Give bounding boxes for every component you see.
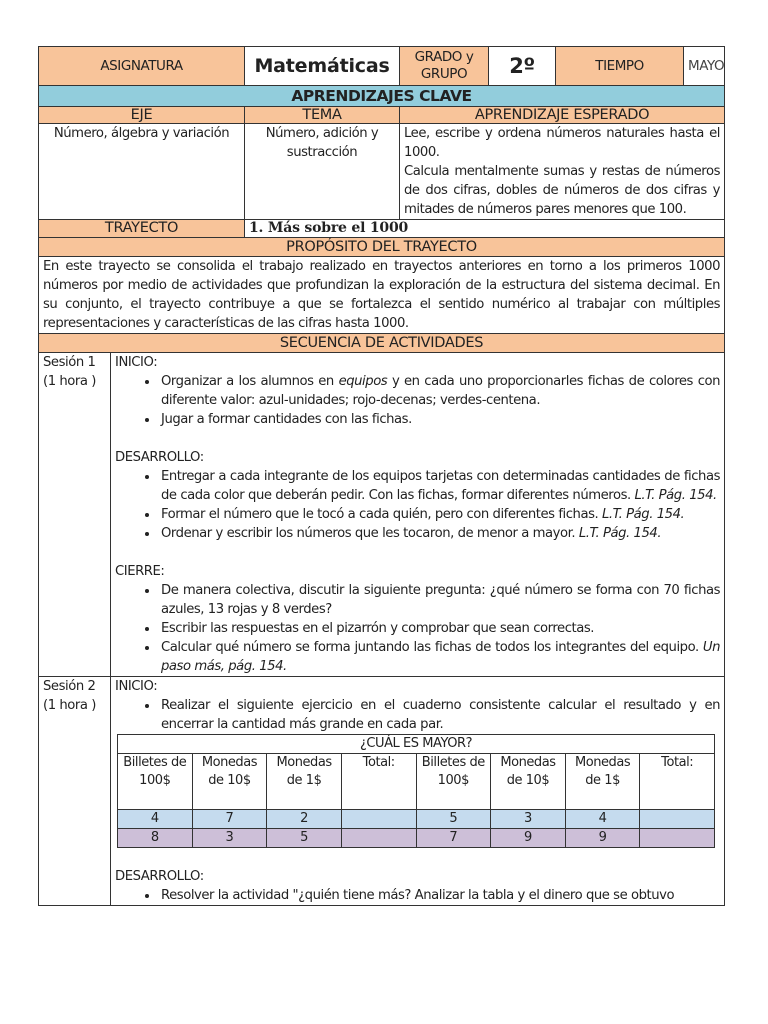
- list-item: • Ordenar y escribir los números que les tocaron, de menor a mayor. L.T. Pág. 154.: [159, 524, 720, 543]
- subject-value: Matemáticas: [245, 47, 400, 86]
- table-cell: 3: [192, 829, 267, 848]
- s2-desarrollo-label: DESARROLLO:: [115, 869, 204, 884]
- s1-cierre-label: CIERRE:: [115, 564, 165, 579]
- table-row: [118, 829, 715, 848]
- grade-value: 2º: [489, 47, 556, 86]
- s2-inicio-list: [115, 696, 720, 734]
- list-item: • Escribir las respuestas en el pizarrón y comprobar que sean correctas.: [159, 619, 720, 638]
- inner-header-cell: Total:: [640, 754, 715, 810]
- list-item: • Calcular qué número se forma juntando las fichas de todos los integrantes del equipo. Un paso más, pág. 154.: [159, 638, 720, 676]
- col-tema: TEMA: [245, 107, 400, 124]
- inner-header-cell: Monedas de 1$: [565, 754, 640, 810]
- secuencia-title-row: [39, 334, 725, 353]
- aprendizaje-2: Calcula mentalmente sumas y restas de números de dos cifras, dobles de números de dos cifras y mitades de números pares menores que 100.: [404, 164, 721, 217]
- session-1-row: [39, 353, 725, 677]
- time-value: MAYO: [684, 47, 725, 86]
- table-row: [118, 810, 715, 829]
- inner-header-cell: Billetes de 100$: [416, 754, 491, 810]
- eje-value: Número, álgebra y variación: [39, 124, 245, 220]
- inner-header-cell: Monedas de 10$: [491, 754, 566, 810]
- list-item: • Realizar el siguiente ejercicio en el cuaderno consistente calcular el resultado y en encerrar la cantidad más grande en cada par.: [159, 696, 720, 734]
- aprendizaje-1: Lee, escribe y ordena números naturales hasta el 1000.: [404, 126, 721, 160]
- trayecto-row: [39, 220, 725, 238]
- session-1-label: Sesión 1 (1 hora ): [39, 353, 111, 677]
- s1-inicio-list: [115, 372, 720, 429]
- session-2-content: [111, 677, 725, 906]
- subject-label: ASIGNATURA: [39, 47, 245, 86]
- proposito-text: En este trayecto se consolida el trabajo realizado en trayectos anteriores en torno a los primeros 1000 números por medio de actividades que profundizan la exploración de la estructura del sistema decimal. En su conjunto, el trayecto contribuye a que se fortalezca el sentido numérico al trabajar con múltiples representaciones y características de las cifras hasta 1000.: [39, 257, 725, 334]
- proposito-text-row: [39, 257, 725, 334]
- table-cell: 2: [267, 810, 342, 829]
- s1-cierre-list: [115, 581, 720, 676]
- session-1-content: [111, 353, 725, 677]
- proposito-title: PROPÓSITO DEL TRAYECTO: [39, 238, 725, 257]
- lesson-plan-document: [38, 46, 724, 906]
- inner-header-cell: Billetes de 100$: [118, 754, 193, 810]
- table-cell: [341, 829, 416, 848]
- key-learning-title: APRENDIZAJES CLAVE: [39, 86, 725, 107]
- trayecto-value: 1. Más sobre el 1000: [245, 220, 725, 238]
- table-cell: [640, 829, 715, 848]
- s1-desarrollo-label: DESARROLLO:: [115, 450, 204, 465]
- list-item: • Resolver la actividad "¿quién tiene más? Analizar la tabla y el dinero que se obtuvo: [159, 886, 720, 905]
- inner-header-cell: Monedas de 1$: [267, 754, 342, 810]
- s2-inicio-label: INICIO:: [115, 679, 158, 694]
- trayecto-label: TRAYECTO: [39, 220, 245, 238]
- lesson-plan-table: [38, 46, 725, 906]
- list-item: • Entregar a cada integrante de los equipos tarjetas con determinadas cantidades de fichas de cada color que deberán pedir. Con las fichas, formar diferentes números. L.T. Pág. 154.: [159, 467, 720, 505]
- table-cell: 9: [491, 829, 566, 848]
- col-eje: EJE: [39, 107, 245, 124]
- list-item: • Jugar a formar cantidades con las fichas.: [159, 410, 720, 429]
- key-learning-title-row: [39, 86, 725, 107]
- table-cell: 5: [416, 810, 491, 829]
- table-cell: 4: [565, 810, 640, 829]
- s1-inicio-label: INICIO:: [115, 355, 158, 370]
- list-item: • Organizar a los alumnos en equipos y en cada uno proporcionarles fichas de colores con diferente valor: azul-unidades; rojo-decenas; verdes-centena.: [159, 372, 720, 410]
- table-cell: 5: [267, 829, 342, 848]
- s1-desarrollo-list: [115, 467, 720, 543]
- inner-table-title: ¿CUÁL ES MAYOR?: [118, 735, 715, 754]
- col-aprendizaje: APRENDIZAJE ESPERADO: [400, 107, 725, 124]
- secuencia-title: SECUENCIA DE ACTIVIDADES: [39, 334, 725, 353]
- inner-header-cell: Monedas de 10$: [192, 754, 267, 810]
- table-cell: 3: [491, 810, 566, 829]
- session-2-row: [39, 677, 725, 906]
- time-label: TIEMPO: [556, 47, 684, 86]
- key-learning-content: [39, 124, 725, 220]
- key-learning-headers: [39, 107, 725, 124]
- session-2-label: Sesión 2 (1 hora ): [39, 677, 111, 906]
- table-cell: 7: [416, 829, 491, 848]
- inner-table-header: [118, 754, 715, 810]
- list-item: • Formar el número que le tocó a cada quién, pero con diferentes fichas. L.T. Pág. 154.: [159, 505, 720, 524]
- s2-desarrollo-list: [115, 886, 720, 905]
- proposito-title-row: [39, 238, 725, 257]
- list-item: • De manera colectiva, discutir la siguiente pregunta: ¿qué número se forma con 70 fichas azules, 13 rojas y 8 verdes?: [159, 581, 720, 619]
- header-row: [39, 47, 725, 86]
- grade-label: GRADO y GRUPO: [400, 47, 489, 86]
- cual-es-mayor-table: [117, 734, 715, 848]
- table-cell: 9: [565, 829, 640, 848]
- table-cell: 7: [192, 810, 267, 829]
- tema-value: Número, adición y sustracción: [245, 124, 400, 220]
- table-cell: [640, 810, 715, 829]
- table-cell: 8: [118, 829, 193, 848]
- table-cell: [341, 810, 416, 829]
- table-cell: 4: [118, 810, 193, 829]
- aprendizaje-value: [400, 124, 725, 220]
- inner-header-cell: Total:: [341, 754, 416, 810]
